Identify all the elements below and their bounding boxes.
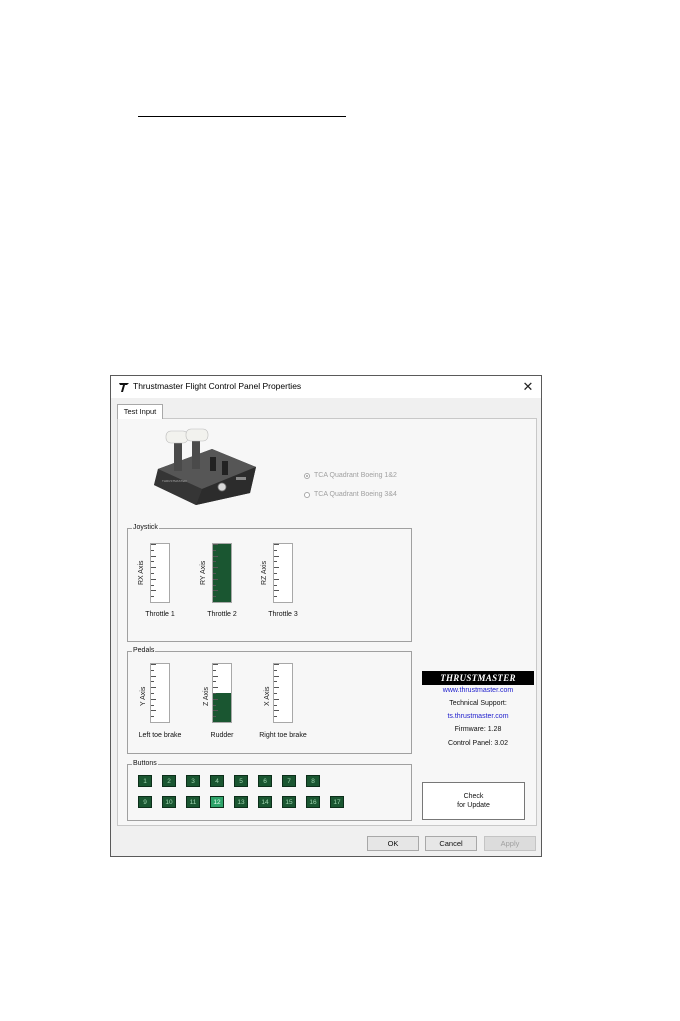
axis-tick: [213, 579, 218, 580]
axis-label: Y Axis: [140, 686, 147, 706]
properties-window: [110, 375, 542, 857]
axis-tick: [151, 670, 154, 671]
joystick-button-17: 17: [330, 796, 344, 808]
joystick-button-15: 15: [282, 796, 296, 808]
website-link[interactable]: www.thrustmaster.com: [442, 687, 514, 694]
axis-tick: [151, 579, 156, 580]
axis-tick: [151, 585, 154, 586]
check-for-update-button[interactable]: [422, 782, 525, 820]
axis-tick: [151, 687, 156, 688]
axis-tick: [213, 699, 218, 700]
axis-tick: [213, 710, 218, 711]
axis-tick: [274, 699, 279, 700]
axis-tick: [274, 710, 279, 711]
joystick-button-10: 10: [162, 796, 176, 808]
option-boeing-3-4[interactable]: [304, 491, 397, 498]
axis-caption: Throttle 1: [145, 611, 175, 618]
axis-caption: Throttle 2: [207, 611, 237, 618]
axis-tick: [151, 722, 156, 723]
support-label: Technical Support:: [449, 700, 507, 707]
axis-tick: [274, 561, 277, 562]
apply-button[interactable]: Apply: [484, 836, 536, 851]
axis-tick: [274, 664, 279, 665]
ok-button[interactable]: OK: [367, 836, 419, 851]
option-boeing-1-2[interactable]: [304, 472, 397, 479]
axis-tick: [151, 544, 156, 545]
joystick-button-13: 13: [234, 796, 248, 808]
tab-test-input[interactable]: Test Input: [117, 404, 163, 419]
joystick-button-11: 11: [186, 796, 200, 808]
axis-label: RX Axis: [138, 560, 145, 585]
axis-caption: Left toe brake: [138, 732, 182, 739]
axis-ticks: [274, 664, 279, 722]
axis-tick: [274, 585, 277, 586]
axis-tick: [274, 722, 279, 723]
axis-tick: [274, 716, 277, 717]
control-panel-version: Control Panel: 3.02: [448, 740, 508, 747]
axis-tick: [151, 602, 156, 603]
axis-meter: [150, 663, 170, 723]
axis-tick: [213, 687, 218, 688]
close-button[interactable]: [515, 376, 541, 398]
axis-meter: [212, 663, 232, 723]
axis-tick: [274, 602, 279, 603]
axis-tick: [213, 573, 216, 574]
axis-meter: [150, 543, 170, 603]
axis-tick: [274, 681, 277, 682]
axis-tick: [151, 699, 156, 700]
axis-tick: [274, 705, 277, 706]
axis-tick: [213, 693, 216, 694]
axis-tick: [151, 664, 156, 665]
joystick-button-1: 1: [138, 775, 152, 787]
axis-label: X Axis: [264, 686, 271, 706]
axis-tick: [213, 602, 218, 603]
axis-tick: [213, 670, 216, 671]
axis-tick: [213, 556, 218, 557]
axis-ticks: [213, 664, 218, 722]
window-title: Thrustmaster Flight Control Panel Properties: [133, 381, 302, 391]
axis-meter: [212, 543, 232, 603]
joystick-button-7: 7: [282, 775, 296, 787]
support-link[interactable]: ts.thrustmaster.com: [447, 713, 509, 720]
axis-ticks: [151, 544, 156, 602]
group-title: Pedals: [133, 647, 155, 654]
axis-tick: [274, 579, 279, 580]
axis-tick: [213, 705, 216, 706]
axis-ticks: [213, 544, 218, 602]
axis-tick: [274, 556, 279, 557]
axis-tick: [151, 596, 154, 597]
axis-tick: [213, 716, 216, 717]
axis-tick: [274, 596, 277, 597]
tca-quadrant-image: [152, 427, 262, 505]
check-label-2: for Update: [457, 802, 490, 809]
axis-tick: [213, 567, 218, 568]
axis-tick: [151, 681, 154, 682]
axis-tick: [213, 561, 216, 562]
axis-tick: [151, 710, 156, 711]
axis-tick: [151, 550, 154, 551]
cancel-button[interactable]: Cancel: [425, 836, 477, 851]
axis-tick: [151, 676, 156, 677]
axis-tick: [274, 544, 279, 545]
axis-tick: [213, 676, 218, 677]
axis-meter: [273, 663, 293, 723]
axis-tick: [213, 681, 216, 682]
axis-caption: Throttle 3: [268, 611, 298, 618]
joystick-button-12: 12: [210, 796, 224, 808]
joystick-button-16: 16: [306, 796, 320, 808]
option-label: TCA Quadrant Boeing 3&4: [314, 491, 397, 498]
document-underline: [138, 116, 346, 117]
axis-tick: [274, 573, 277, 574]
joystick-button-5: 5: [234, 775, 248, 787]
group-title: Buttons: [133, 760, 157, 767]
firmware-version: Firmware: 1.28: [454, 726, 502, 733]
svg-text:THRUSTMASTER: THRUSTMASTER: [162, 479, 187, 483]
joystick-button-14: 14: [258, 796, 272, 808]
axis-tick: [213, 585, 216, 586]
axis-tick: [151, 693, 154, 694]
radio-selected-icon: [304, 473, 310, 479]
axis-caption: Rudder: [210, 732, 234, 739]
axis-tick: [151, 590, 156, 591]
axis-tick: [274, 567, 279, 568]
joystick-group: [127, 524, 412, 642]
axis-label: RZ Axis: [261, 560, 268, 585]
close-icon: ✕: [522, 379, 534, 394]
axis-tick: [151, 573, 154, 574]
option-label: TCA Quadrant Boeing 1&2: [314, 472, 397, 479]
axis-ticks: [274, 544, 279, 602]
joystick-button-4: 4: [210, 775, 224, 787]
axis-tick: [213, 590, 218, 591]
joystick-button-2: 2: [162, 775, 176, 787]
thrustmaster-logo: THRUSTMASTER: [422, 671, 534, 685]
axis-ticks: [151, 664, 156, 722]
group-title: Joystick: [133, 524, 158, 531]
joystick-button-6: 6: [258, 775, 272, 787]
axis-tick: [213, 596, 216, 597]
axis-tick: [274, 676, 279, 677]
buttons-group: [127, 760, 412, 821]
title-bar: [111, 376, 541, 398]
joystick-button-3: 3: [186, 775, 200, 787]
axis-tick: [213, 722, 218, 723]
axis-label: Z Axis: [203, 686, 210, 706]
pedals-group: [127, 647, 412, 754]
axis-tick: [274, 590, 279, 591]
axis-tick: [274, 670, 277, 671]
axis-tick: [151, 561, 154, 562]
joystick-button-9: 9: [138, 796, 152, 808]
joystick-button-8: 8: [306, 775, 320, 787]
axis-tick: [213, 550, 216, 551]
radio-unselected-icon: [304, 492, 310, 498]
thrustmaster-app-icon: [118, 381, 130, 393]
check-label: Check: [463, 793, 484, 800]
test-input-panel: [117, 418, 537, 826]
axis-tick: [151, 567, 156, 568]
axis-tick: [274, 550, 277, 551]
axis-label: RY Axis: [200, 560, 207, 585]
axis-tick: [213, 664, 218, 665]
axis-meter: [273, 543, 293, 603]
axis-tick: [151, 705, 154, 706]
axis-caption: Right toe brake: [259, 732, 307, 739]
axis-tick: [274, 687, 279, 688]
axis-tick: [151, 716, 154, 717]
axis-tick: [151, 556, 156, 557]
axis-tick: [213, 544, 218, 545]
axis-tick: [274, 693, 277, 694]
